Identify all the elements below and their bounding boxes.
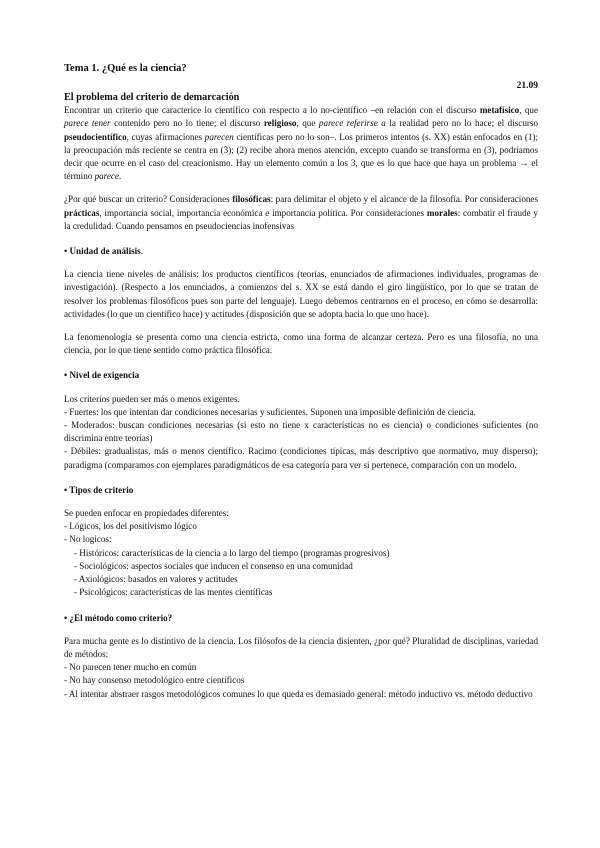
method-item: - No parecen tener mucho en común [64, 662, 197, 673]
unit-heading: • Unidad de análisis. [64, 246, 144, 257]
types-item: - No logicos: [64, 534, 112, 545]
document-page [64, 62, 538, 701]
method-paragraph: Para mucha gente es lo distintivo de la ciencia. Los filósofos de la ciencia disienten, ¿por qué? Pluralidad de disciplinas, variedad de métodos: [64, 635, 538, 659]
level-item: - Débiles: gradualistas, más o menos científico. Racimo (condiciones típicas, más descriptivo que normativo, muy disperso); paradigma (comparamos con ejemplares paradigmáticos de esa categoría para ver si pertenece, comparación con un modelo. [64, 446, 538, 470]
method-heading: • ¿El método como criterio? [64, 612, 173, 623]
date: 21.09 [516, 81, 538, 91]
level-item: - Fuertes: los que intentan dar condiciones necesarias y suficientes. Suponen una imposible definición de ciencia. [64, 406, 476, 417]
method-item: - Al intentar abstraer rasgos metodológicos comunes lo que queda es demasiado general: método inductivo vs. método deductivo [64, 688, 533, 699]
section-heading-demarcation: El problema del criterio de demarcación [64, 92, 240, 104]
page-title: Tema 1. ¿Qué es la ciencia? [64, 63, 187, 74]
method-item: - No hay consenso metodológico entre científicos [64, 675, 245, 686]
level-item: - Moderados: buscan condiciones necesarias (si esto no tiene x características no es ciencia) o condiciones suficientes (no discrimina entre teorías) [64, 420, 538, 444]
types-subitem: - Sociológicos: aspectos sociales que inducen el consenso en una comunidad [74, 560, 353, 571]
unit-paragraph-1: La ciencia tiene niveles de análisis: los productos científicos (teorías, enunciados de afirmaciones individuales, programas de investigación). (Respecto a los enunciados, a comienzos del s. XX se está dando el giro lingüístico, por lo que se tratan de resolver los problemas filosóficos pues son parte del lenguaje). Luego debemos centrarnos en el proceso, en cómo se desarrolla: actividades (lo que un científico hace) y actitudes (disposición que se adopta hacia lo que uno hace). [64, 269, 538, 319]
types-intro: Se pueden enfocar en propiedades diferentes: [64, 508, 229, 519]
why-paragraph: ¿Por qué buscar un criterio? Consideraciones filosóficas: para delimitar el objeto y el alcance de la filosofía. Por consideraciones prácticas, importancia social, importancia económica e importancia política. Por consideraciones morales: combatir el fraude y la credulidad. Cuando pensamos en pseudociencias inofensivas [64, 194, 538, 231]
level-item: Los criterios pueden ser más o menos exigentes. [64, 393, 240, 404]
types-subitem: - Axiológicos: basados en valores y actitudes [74, 574, 238, 585]
types-subitem: - Históricos: características de la ciencia a lo largo del tiempo (programas progresivos) [74, 547, 390, 558]
types-heading: • Tipos de criterio [64, 484, 134, 495]
types-item: - Lógicos, los del positivismo lógico [64, 521, 197, 532]
level-heading: • Nivel de exigencia [64, 370, 140, 381]
intro-paragraph: Encontrar un criterio que caracterice lo científico con respecto a lo no-científico –en relación con el discurso metafísico, que parece tener contenido pero no lo tiene; el discurso religioso, que parece referirse a la realidad pero no lo hace; el discurso pseudocientífico, cuyas afirmaciones parecen científicas pero no lo son–. Los primeros intentos (s. XX) están enfocados en (1); la preocupación más reciente se centra en (3); (2) recibe ahora menos atención, excepto cuando se transforma en (3), podríamos decir que ocurre en el caso del creacionismo. Hay un elemento común a los 3, que es lo que hace que haya un problema → el término parece. [64, 105, 538, 182]
types-subitem: - Psicológicos: características de las mentes científicas [74, 587, 273, 598]
unit-paragraph-2: La fenomenología se presenta como una ciencia estricta, como una forma de alcanzar certeza. Pero es una filosofía, no una ciencia, por lo que tiene sentido como práctica filosófica. [64, 332, 538, 356]
